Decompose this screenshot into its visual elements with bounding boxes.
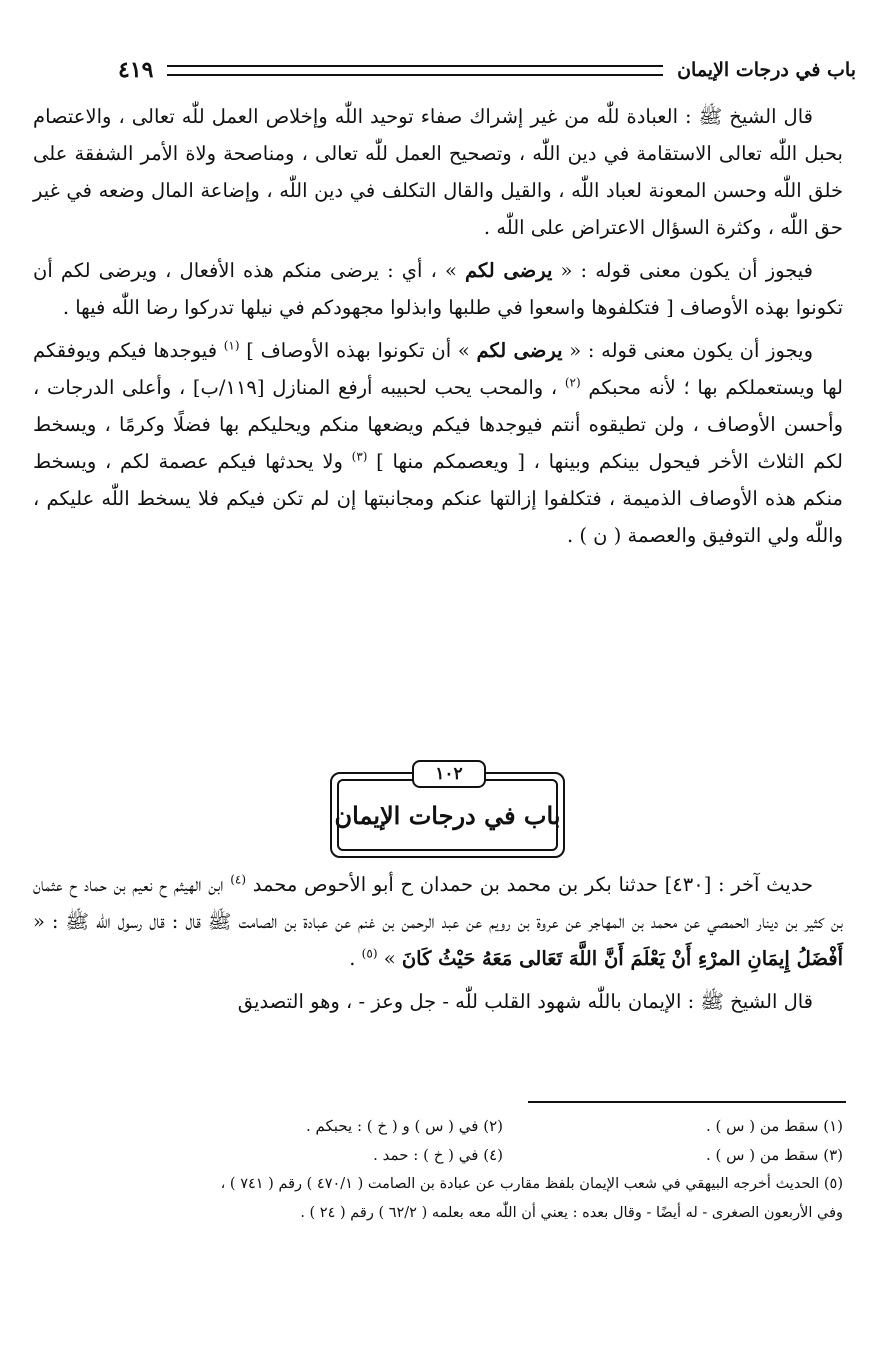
footnote-5-line-2: وفي الأربعون الصغرى - له أيضًا - وقال بعده : يعني أن اللّٰه معه بعلمه ( ٦٢/٢ ) رقم ( ٢٤ ) .: [300, 1205, 843, 1221]
footnote-ref-1: (١): [223, 338, 240, 353]
main-text: [33, 98, 843, 560]
chapter-frame-inner: [334, 779, 561, 851]
running-header: [118, 50, 856, 90]
header-title: باب في درجات الإيمان: [677, 59, 856, 81]
footnote-ref-3: (٣): [351, 449, 368, 464]
page-number: ٤١٩: [118, 57, 154, 83]
paragraph-2: فيجوز أن يكون معنى قوله : « يرضى لكم » ، أي : يرضى منكم هذه الأفعال ، ويرضى لكم أن تكونوا بهذه الأوصاف [ فتكلفوها واسعوا في طلبها وابذلوا مجهودكم في نيلها تدركوا رضا اللّٰه فيها .: [33, 259, 843, 319]
footnote-separator: [528, 1101, 846, 1103]
footnote-3: (٣) سقط من ( س ) .: [705, 1146, 843, 1164]
chapter-banner: [330, 760, 565, 858]
paragraph-3: ويجوز أن يكون معنى قوله : « يرضى لكم » أن تكونوا بهذه الأوصاف ] $^{(١)}$ فيوجدها فيكم ويوفقكم لها ويستعملكم بها ؛ لأنه محبكم $^{(٢)}$ ، والمحب يحب لحبيبه أرفع المنازل [١١٩/ب] ، وأعلى الدرجات ، وأحسن الأوصاف ، ولن تطيقوه أنتم فيوجدها فيكم ويضعها منكم ويحليكم بها فضلًا وكرمًا ، ويسخط لكم الثلاث الأخر فيحول بينكم وبينها ، [ ويعصمكم منها ] $^{(٣)}$ ولا يحدثها فيكم عصمة لكم ، ويسخط منكم هذه الأوصاف الذميمة ، فتكلفوا إزالتها عنكم ومجانبتها إن لم تكن فيكم فلا يسخط اللّٰه عليكم ، واللّٰه ولي التوفيق والعصمة ( ن ) .: [33, 338, 843, 547]
footnote-grid: [163, 1112, 843, 1170]
quoted-phrase: يرضى لكم: [465, 259, 553, 282]
footnote-ref-2: (٢): [564, 375, 581, 390]
chapter-number: ١٠٢: [412, 760, 486, 788]
hadith-text: أَفْضَلُ إِيمَانِ المرْءِ أَنْ يَعْلَمَ أَنَّ اللَّهَ تَعَالى مَعَهُ حَيْثُ كَانَ: [401, 947, 843, 970]
quoted-phrase: يرضى لكم: [476, 339, 563, 362]
footnote-4: (٤) في ( خ ) : حمد .: [373, 1146, 503, 1164]
paragraph-1: قال الشيخ ﷺ : العبادة للّٰه من غير إشراك صفاء توحيد اللّٰه وإخلاص العمل للّٰه تعالى ، والاعتصام بحبل اللّٰه تعالى الاستقامة في دين اللّٰه ، وتصحيح العمل للّٰه تعالى ، ومناصحة ولاة الأمر الشفقة على خلق اللّٰه وحسن المعونة لعباد اللّٰه ، والقيل والقال التكلف في دين اللّٰه ، وإضاعة المال وضعه في غير حق اللّٰه ، وكثرة السؤال الاعتراض على اللّٰه .: [33, 105, 843, 239]
footnote-5-line-1: (٥) الحديث أخرجه البيهقي في شعب الإيمان بلفظ مقارب عن عبادة بن الصامت ( ٤٧٠/١ ) رقم ( ٧٤١ ) ،: [220, 1176, 843, 1192]
header-double-rule: [167, 65, 663, 76]
paragraph-5: قال الشيخ ﷺ : الإيمان باللّٰه شهود القلب للّٰه - جل وعز - ، وهو التصديق: [237, 990, 813, 1013]
footnote-ref-5: (٥): [361, 946, 378, 961]
footnote-2: (٢) في ( س ) و ( خ ) : يحبكم .: [305, 1117, 503, 1135]
footnotes: [33, 1112, 843, 1228]
chapter-title: باب في درجات الإيمان: [334, 800, 561, 830]
paragraph-4: حديث آخر : [٤٣٠] حدثنا بكر بن محمد بن حمدان ح أبو الأحوص محمد $^{(٤)}$ ابن الهيثم ح نعيم بن حماد ح عثمان بن كثير بن دينار الحمصي عن محمد بن المهاجر عن عروة بن رويم عن عبد الرحمن بن غنم عن عبادة بن الصامت ﷺ قال : قال رسول اللّٰه ﷺ : « أَفْضَلُ إِيمَانِ المرْءِ أَنْ يَعْلَمَ أَنَّ اللَّهَ تَعَالى مَعَهُ حَيْثُ كَانَ » $^{(٥)}$ .: [33, 872, 843, 970]
footnote-1: (١) سقط من ( س ) .: [705, 1117, 843, 1135]
chapter-text: [33, 866, 843, 1026]
footnote-ref-4: (٤): [230, 872, 247, 887]
